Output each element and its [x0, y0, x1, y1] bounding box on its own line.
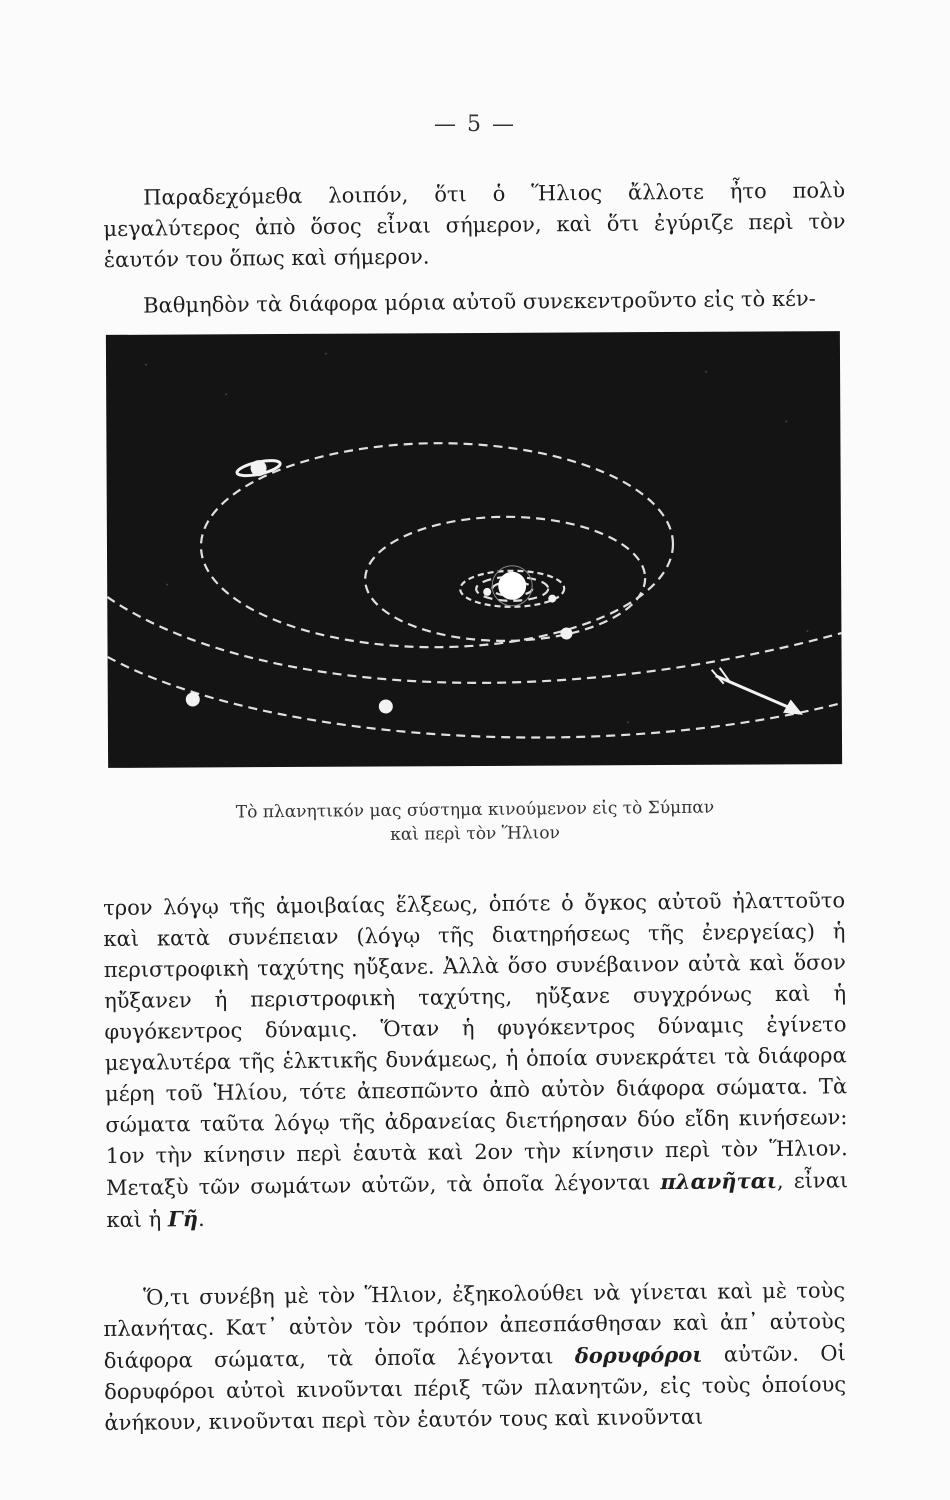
paragraph-4	[103, 1275, 847, 1439]
planet-icon	[379, 699, 393, 713]
paragraph-2: Βαθμηδὸν τὰ διάφορα μόρια αὐτοῦ συνεκεντροῦντο εἰς τὸ κέν-	[143, 286, 816, 318]
term-earth: Γῆ	[167, 1206, 199, 1232]
orbits	[106, 441, 842, 740]
figure-caption-line-2: καὶ περὶ τὸν Ἥλιον	[390, 823, 560, 845]
paragraph-1: Παραδεχόμεθα λοιπόν, ὅτι ὁ Ἥλιος ἄλλοτε ἦτο πολὺ μεγαλύτερος ἀπὸ ὅσος εἶναι σήμερον, καὶ ὅτι ἐγύριζε περὶ τὸν ἑαυτόν του ὅπως καὶ σήμερον.	[103, 178, 846, 272]
planet-icon	[548, 595, 556, 603]
paragraph-4-text: αὐτῶν. Οἱ δορυφόροι αὐτοὶ κινοῦνται πέριξ τῶν πλανητῶν, εἰς τοὺς ὁποίους ἀνήκουν, κινοῦνται περὶ τὸν ἑαυτόν τους καὶ κινοῦνται	[104, 1341, 847, 1435]
term-planets: πλανῆται	[660, 1167, 778, 1195]
paragraph-3-text: , εἶναι καὶ ἡ	[106, 1168, 849, 1232]
paragraph-4-text: Ὅ,τι συνέβη μὲ τὸν Ἥλιον, ἐξηκολούθει νὰ γίνεται καὶ μὲ τοὺς πλανήτας. Κατ᾽ αὐτὸν τὸν τρόπον ἀπεσπάσθησαν καὶ ἀπ᾽ αὐτοὺς διάφορα σώματα, τὰ ὁποῖα λέγονται	[103, 1278, 846, 1373]
paragraph-3-text: .	[197, 1206, 205, 1232]
figure-caption-line-1: Τὸ πλανητικόν μας σύστημα κινούμενον εἰς τὸ Σύμπαν	[235, 797, 715, 823]
solar-system-illustration	[106, 331, 842, 768]
paragraph-3-text: τρον λόγῳ τῆς ἀμοιβαίας ἕλξεως, ὁπότε ὁ ὄγκος αὐτοῦ ἠλαττοῦτο καὶ κατὰ συνέπειαν (λόγῳ τῆς διατηρήσεως τῆς ἐνεργείας) ἡ περιστροφικὴ ταχύτης ηὔξανε. Ἀλλὰ ὅσο συνέβαινον αὐτὰ καὶ ὅσον ηὔξανεν ἡ περιστροφικὴ ταχύτης, ηὔξανε συγχρόνως καὶ ἡ φυγόκεντρος δύναμις. Ὅταν ἡ φυγόκεντρος δύναμις ἐγίνετο μεγαλυτέρα τῆς ἑλκτικῆς δυνάμεως, ἡ ὁποία συνεκράτει τὰ διάφορα μέρη τοῦ Ἡλίου, τότε ἀπεσπῶντο ἀπὸ αὐτὸν διάφορα σώματα. Τὰ σώματα ταῦτα λόγῳ τῆς ἀδρανείας διετήρησαν δύο εἴδη κινήσεων: 1ον τὴν κίνησιν περὶ ἑαυτὰ καὶ 2ον τὴν κίνησιν περὶ τὸν Ἥλιον. Μεταξὺ τῶν σωμάτων αὐτῶν, τὰ ὁποῖα λέγονται	[103, 888, 848, 1200]
planet-icon	[560, 627, 572, 639]
motion-arrow-icon	[712, 667, 802, 714]
paragraph-3	[103, 885, 849, 1236]
term-satellites: δορυφόροι	[574, 1341, 703, 1369]
planet-icon	[186, 692, 200, 706]
page-number: — 5 —	[434, 112, 516, 137]
saturn-icon	[236, 458, 282, 479]
planet-icon	[483, 588, 491, 596]
